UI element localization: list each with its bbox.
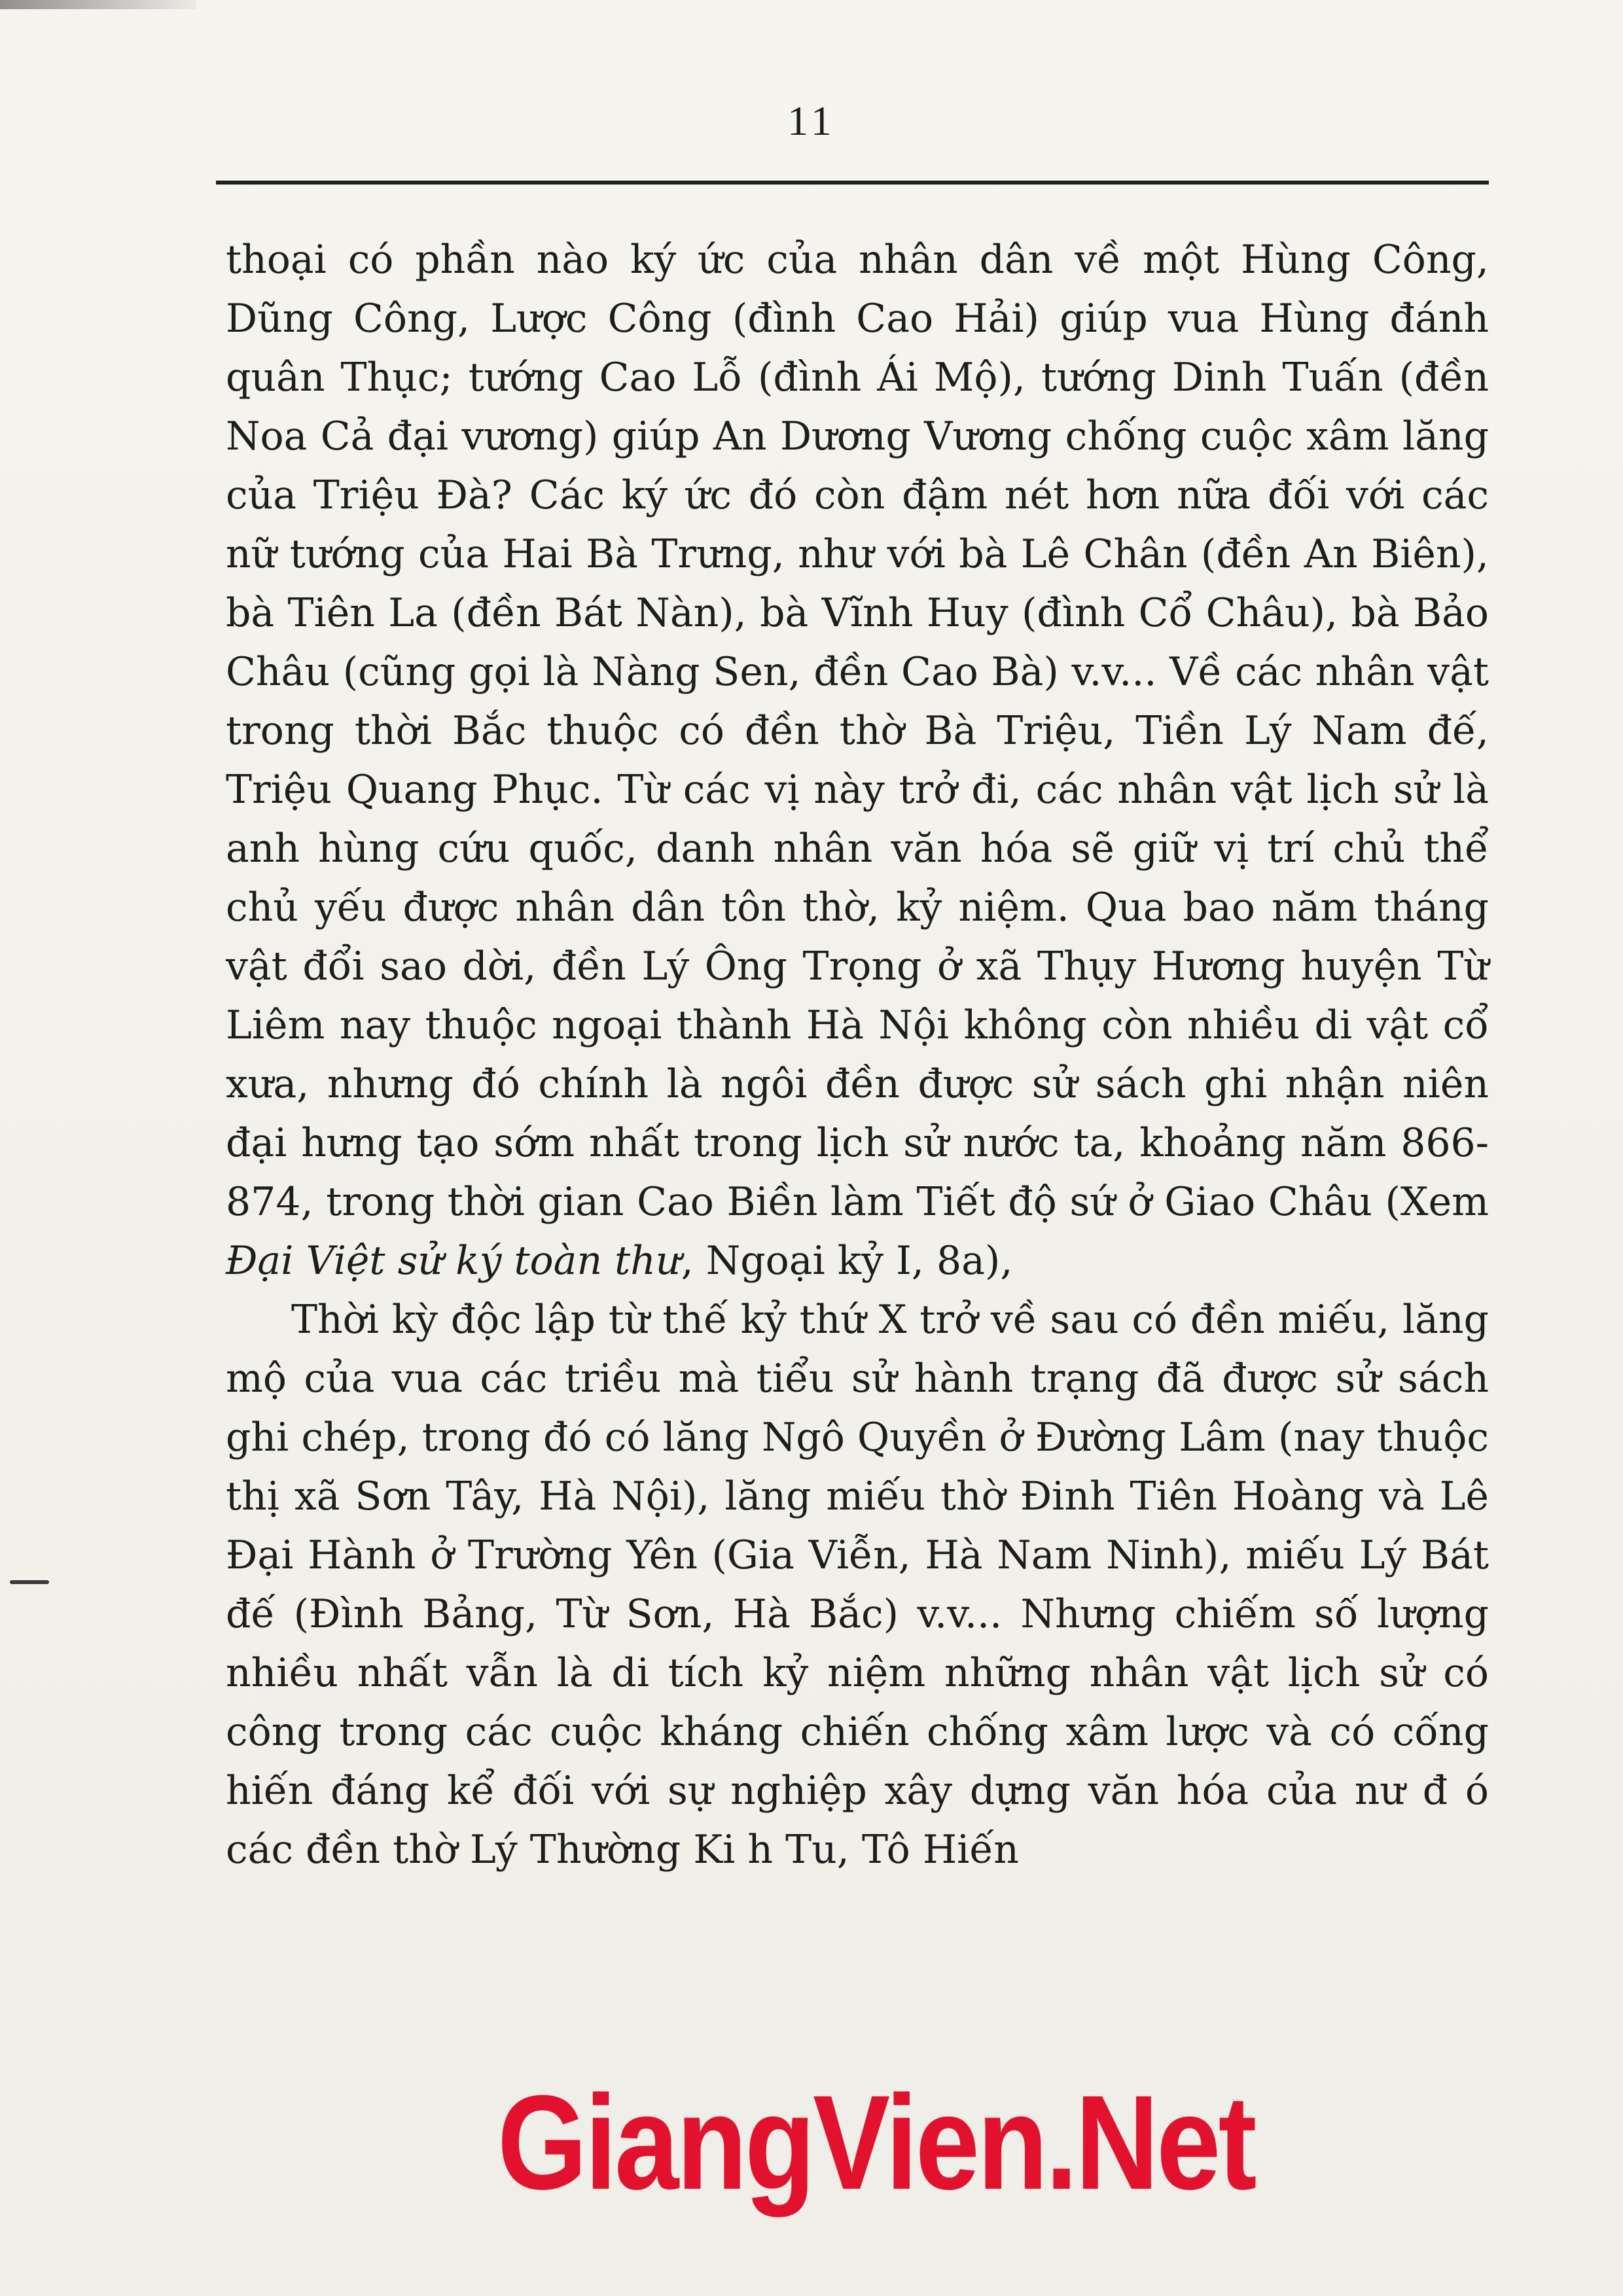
paragraph-2: [226, 1290, 1489, 1879]
margin-mark: [10, 1580, 49, 1584]
page-number: 11: [787, 97, 836, 144]
header-rule: [216, 181, 1489, 185]
paragraph-2-tail: đ ó các đền thờ Lý Thường Ki h Tu, Tô Hiến: [226, 1768, 1489, 1873]
paragraph-1: [226, 230, 1489, 1290]
book-title-italic: Đại Việt sử ký toàn thư: [226, 1238, 681, 1284]
watermark: GiangVien.Net: [497, 2068, 1255, 2217]
scan-corner-mark: [0, 0, 196, 9]
paragraph-1-text-b: , Ngoại kỷ I, 8a),: [681, 1238, 1013, 1284]
body-text: [226, 230, 1489, 1879]
paragraph-1-text-a: thoại có phần nào ký ức của nhân dân về một Hùng Công, Dũng Công, Lược Công (đình Cao Hải) giúp vua Hùng đánh quân Thục; tướng Cao Lỗ (đình Ái Mộ), tướng Dinh Tuấn (đền Noa Cả đại vương) giúp An Dương Vương chống cuộc xâm lăng của Triệu Đà? Các ký ức đó còn đậm nét hơn nữa đối với các nữ tướng của Hai Bà Trưng, như với bà Lê Chân (đền An Biên), bà Tiên La (đền Bát Nàn), bà Vĩnh Huy (đình Cổ Châu), bà Bảo Châu (cũng gọi là Nàng Sen, đền Cao Bà) v.v... Về các nhân vật trong thời Bắc thuộc có đền thờ Bà Triệu, Tiền Lý Nam đế, Triệu Quang Phục. Từ các vị này trở đi, các nhân vật lịch sử là anh hùng cứu quốc, danh nhân văn hóa sẽ giữ vị trí chủ thể chủ yếu được nhân dân tôn thờ, kỷ niệm. Qua bao năm tháng vật đổi sao dời, đền Lý Ông Trọng ở xã Thụy Hương huyện Từ Liêm nay thuộc ngoại thành Hà Nội không còn nhiều di vật cổ xưa, nhưng đó chính là ngôi đền được sử sách ghi nhận niên đại hưng tạo sớm nhất trong lịch sử nước ta, khoảng năm 866-874, trong thời gian Cao Biền làm Tiết độ sứ ở Giao Châu (Xem: [226, 237, 1489, 1225]
paragraph-2-text: Thời kỳ độc lập từ thế kỷ thứ X trở về sau có đền miếu, lăng mộ của vua các triều mà tiểu sử hành trạng đã được sử sách ghi chép, trong đó có lăng Ngô Quyền ở Đường Lâm (nay thuộc thị xã Sơn Tây, Hà Nội), lăng miếu thờ Đinh Tiên Hoàng và Lê Đại Hành ở Trường Yên (Gia Viễn, Hà Nam Ninh), miếu Lý Bát đế (Đình Bảng, Từ Sơn, Hà Bắc) v.v... Nhưng chiếm số lượng nhiều nhất vẫn là di tích kỷ niệm những nhân vật lịch sử có công trong các cuộc kháng chiến chống xâm lược và có cống hiến đáng kể đối với sự nghiệp xây dựng văn hóa của nư: [226, 1297, 1489, 1814]
